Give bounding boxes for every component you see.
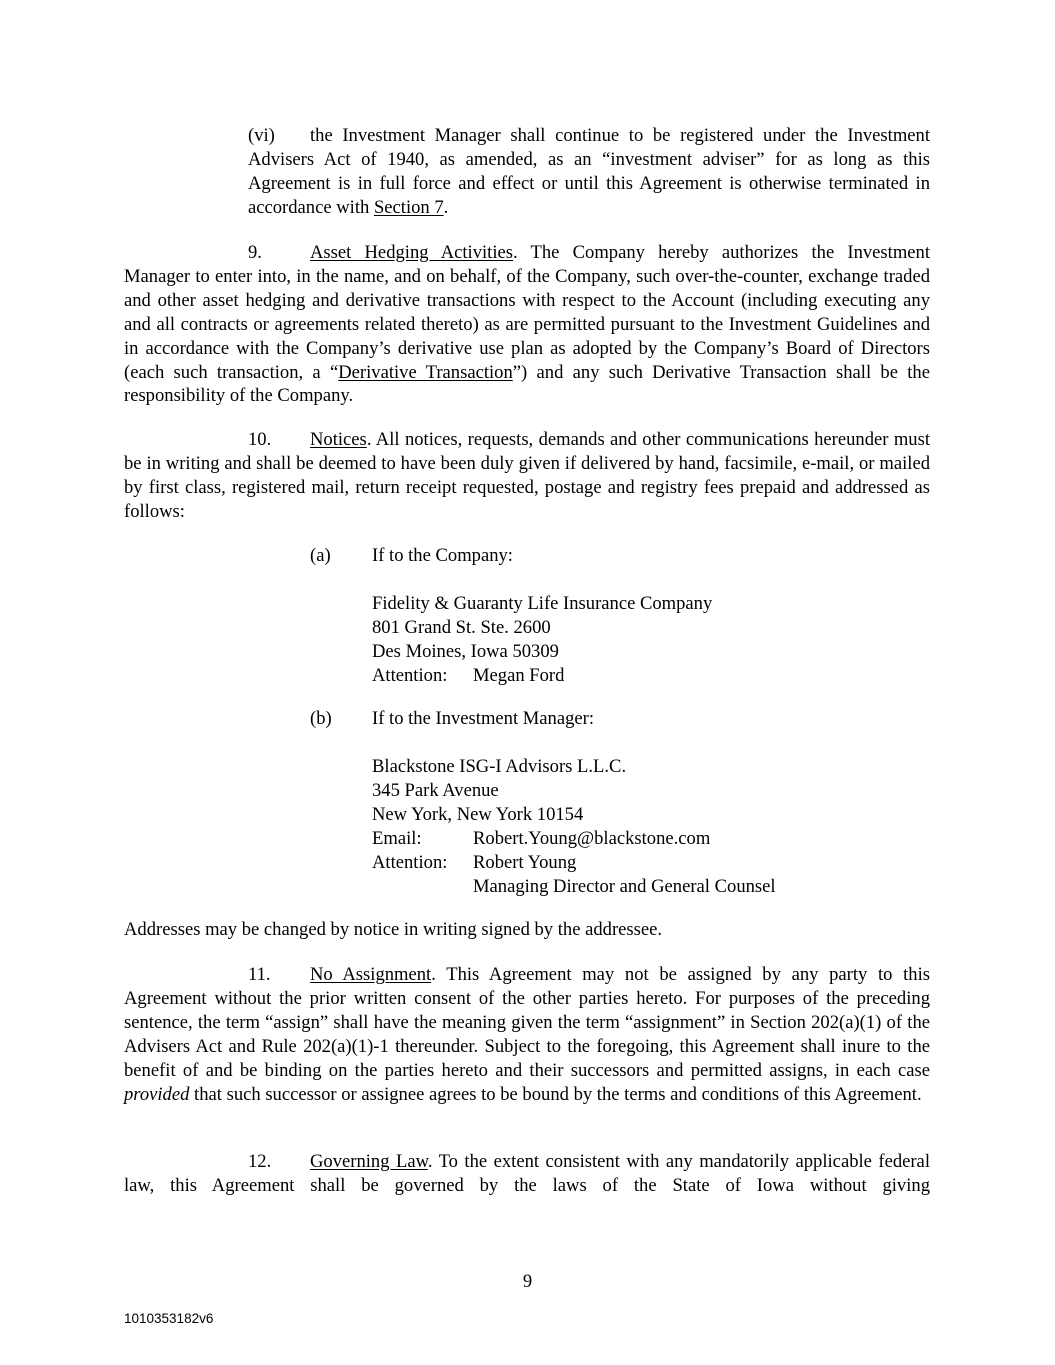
section-12-title: Governing Law — [310, 1151, 428, 1172]
section-9-text-end: ”) and any such Derivative Transaction shall be the responsibility of the Company. — [124, 361, 930, 407]
manager-email-value: Robert.Young@blackstone.com — [473, 827, 711, 849]
provided-term: provided — [124, 1083, 190, 1105]
notice-a — [310, 544, 513, 568]
clause-vi-label: (vi) — [248, 125, 275, 146]
company-attention-value: Megan Ford — [473, 664, 565, 686]
section-12-paragraph — [124, 1150, 930, 1198]
clause-vi-paragraph — [248, 124, 930, 220]
manager-street: 345 Park Avenue — [372, 779, 499, 801]
manager-attention-title: Managing Director and General Counsel — [473, 875, 776, 897]
derivative-transaction-term: Derivative Transaction — [338, 361, 513, 383]
addresses-closing-text: Addresses may be changed by notice in writing signed by the addressee. — [124, 919, 663, 940]
manager-address — [372, 755, 776, 898]
page-number: 9 — [522, 1271, 533, 1292]
manager-city: New York, New York 10154 — [372, 803, 584, 825]
addresses-closing — [124, 918, 930, 942]
document-id: 1010353182v6 — [124, 1311, 214, 1326]
clause-vi — [248, 124, 930, 220]
notice-b-label: (b) — [310, 708, 332, 729]
section-11-text-end: that such successor or assignee agrees to be bound by the terms and conditions of this Agreement. — [189, 1083, 922, 1105]
section-10 — [124, 428, 930, 524]
notice-a-label: (a) — [310, 545, 331, 566]
section-12 — [124, 1150, 930, 1198]
section-11-number: 11. — [248, 964, 271, 985]
section-9 — [124, 241, 930, 408]
section-11-text: . This Agreement may not be assigned by any party to this Agreement without the prior written consent of the other parties hereto. For purposes of the preceding sentence, the term “assign” shall have the meaning given the term “assignment” in Section 202(a)(1) of the Advisers Act and Rule 202(a)(1)-1 thereunder. Subject to the foregoing, this Agreement shall inure to the benefit of and be binding on the parties hereto and their successors and permitted assigns, in each case — [124, 964, 930, 1081]
section-10-title: Notices — [310, 429, 367, 450]
manager-attention-value: Robert Young — [473, 851, 577, 873]
notice-b-heading: If to the Investment Manager: — [372, 708, 595, 729]
section-10-text: . All notices, requests, demands and other communications hereunder must be in writing and shall be deemed to have been duly given if delivered by hand, facsimile, e-mail, or mailed by first class, registered mail, return receipt requested, postage and registry fees prepaid and addressed as follows: — [124, 429, 930, 522]
section-11-paragraph — [124, 963, 930, 1106]
section-9-title: Asset Hedging Activities — [310, 242, 514, 263]
clause-vi-text: the Investment Manager shall continue to be registered under the Investment Advisers Act of 1940, as amended, as an “investment adviser” for as long as this Agreement is in full force and effect or until this Agreement is otherwise terminated in accordance with — [248, 125, 930, 218]
manager-attention: Attention: Robert Young — [372, 851, 577, 873]
section-9-paragraph — [124, 241, 930, 408]
section-9-text: . The Company hereby authorizes the Investment Manager to enter into, in the name, and on behalf, of the Company, such over-the-counter, exchange traded and other asset hedging and derivative transactions with respect to the Account (including executing any and all contracts or agreements related thereto) as are permitted pursuant to the Investment Guidelines and in accordance with the Company’s derivative use plan as adopted by the Company’s Board of Directors (each such transaction, a “ — [124, 242, 931, 383]
company-attention: Attention: Megan Ford — [372, 664, 565, 686]
company-city: Des Moines, Iowa 50309 — [372, 640, 559, 662]
clause-vi-end: . — [443, 196, 449, 218]
section-12-number: 12. — [248, 1151, 272, 1172]
section-7-reference: Section 7 — [373, 196, 444, 218]
manager-name: Blackstone ISG-I Advisors L.L.C. — [372, 756, 627, 777]
section-10-paragraph — [124, 428, 930, 524]
notice-a-heading: If to the Company: — [372, 545, 513, 566]
company-street: 801 Grand St. Ste. 2600 — [372, 616, 551, 638]
section-10-number: 10. — [248, 429, 272, 450]
section-9-number: 9. — [248, 242, 262, 263]
manager-email: Email: Robert.Young@blackstone.com — [372, 827, 711, 849]
notice-b — [310, 707, 594, 731]
section-11 — [124, 963, 930, 1106]
company-address — [372, 592, 712, 688]
section-11-title: No Assignment — [310, 964, 432, 985]
section-12-text: . To the extent consistent with any mandatorily applicable federal law, this Agreement shall be governed by the laws of the State of Iowa without giving — [124, 1151, 930, 1196]
company-name: Fidelity & Guaranty Life Insurance Company — [372, 593, 713, 614]
